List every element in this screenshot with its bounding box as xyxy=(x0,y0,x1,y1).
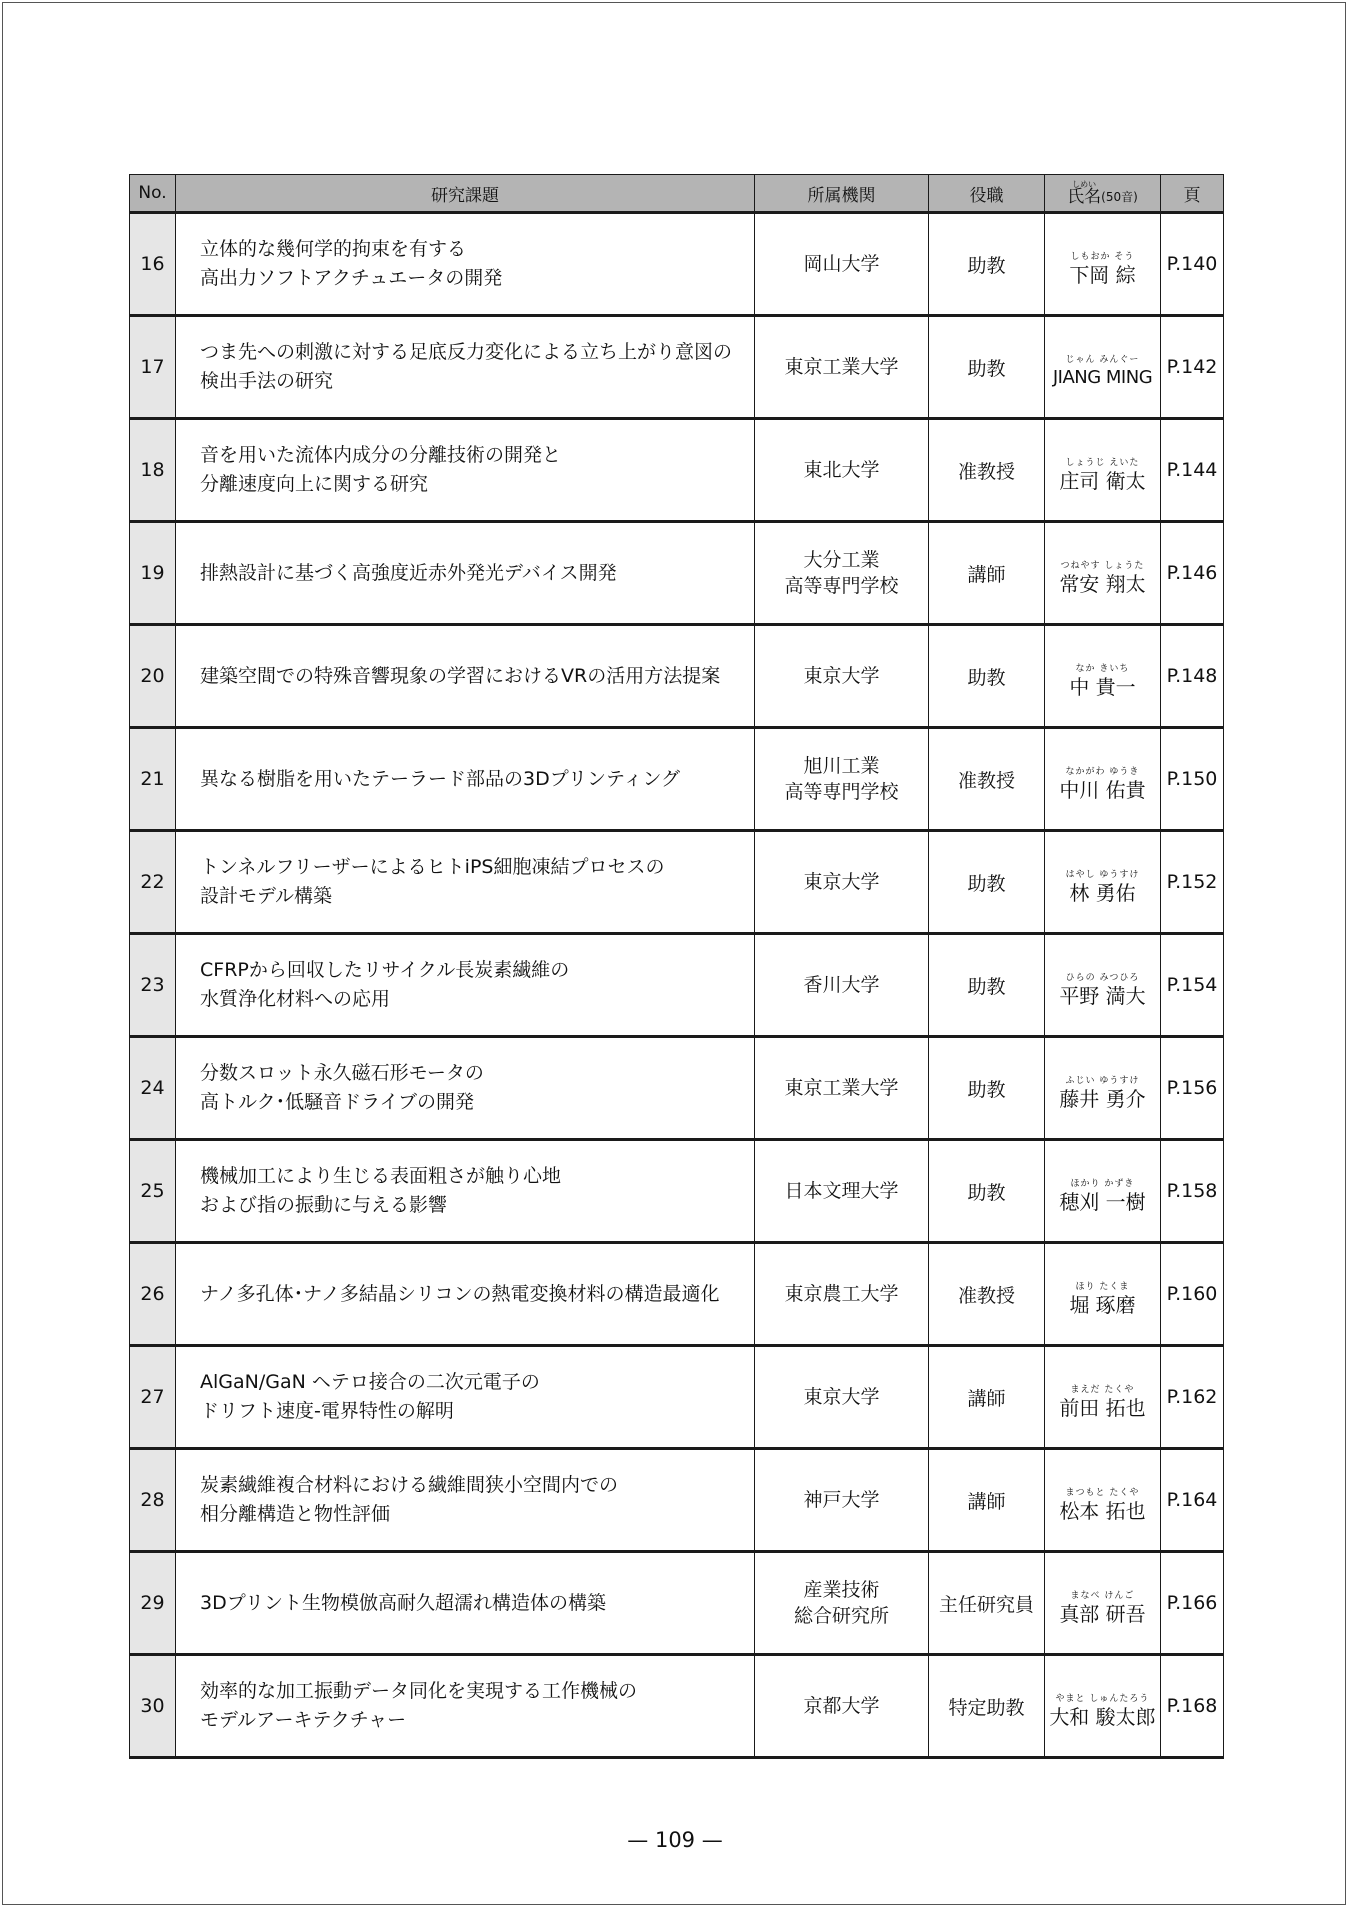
researcher-kana: まえだ たくや xyxy=(1070,1384,1135,1395)
researcher-name: 中川 佑貴 xyxy=(1059,777,1146,802)
page-reference: P.146 xyxy=(1161,522,1224,625)
research-title xyxy=(176,419,755,522)
institution-line: 高等専門学校 xyxy=(784,575,899,597)
row-number: 27 xyxy=(130,1346,176,1449)
table-row xyxy=(130,1655,1224,1758)
page-reference: P.166 xyxy=(1161,1552,1224,1655)
table-row xyxy=(130,1140,1224,1243)
row-number: 20 xyxy=(130,625,176,728)
researcher-kana: ほかり かずき xyxy=(1070,1178,1135,1189)
institution xyxy=(755,522,929,625)
table-row xyxy=(130,1037,1224,1140)
row-number: 18 xyxy=(130,419,176,522)
research-title-line: 分離速度向上に関する研究 xyxy=(200,473,429,495)
researcher-name-ruby xyxy=(1059,561,1145,596)
research-title-line: モデルアーキテクチャー xyxy=(200,1709,407,1731)
research-table xyxy=(129,174,1224,1759)
researcher-kana: なか きいち xyxy=(1075,663,1130,674)
research-title-line: 相分離構造と物性評価 xyxy=(200,1503,391,1525)
institution xyxy=(755,1346,929,1449)
researcher-name-ruby xyxy=(1059,1385,1145,1420)
institution xyxy=(755,1140,929,1243)
research-title-line: 建築空間での特殊音響現象の学習におけるVRの活用方法提案 xyxy=(200,664,721,687)
research-title-line: AlGaN/GaN ヘテロ接合の二次元電子の xyxy=(200,1371,540,1393)
research-title-line: 高出力ソフトアクチュエータの開発 xyxy=(200,267,503,289)
researcher xyxy=(1045,213,1161,316)
researcher xyxy=(1045,1037,1161,1140)
research-title-line: 排熱設計に基づく高強度近赤外発光デバイス開発 xyxy=(200,561,617,584)
institution-line: 総合研究所 xyxy=(793,1605,889,1627)
researcher-kana: まなべ けんご xyxy=(1070,1590,1135,1601)
header-name-note: (50音) xyxy=(1101,190,1138,204)
header-title: 研究課題 xyxy=(176,175,755,213)
table-row xyxy=(130,728,1224,831)
page-reference: P.156 xyxy=(1161,1037,1224,1140)
table-row xyxy=(130,316,1224,419)
position: 助教 xyxy=(929,934,1045,1037)
researcher-name: 常安 翔太 xyxy=(1059,571,1146,596)
institution xyxy=(755,831,929,934)
table-header-row xyxy=(130,175,1224,213)
institution-line: 東京農工大学 xyxy=(784,1283,899,1305)
institution-line: 東京工業大学 xyxy=(784,1077,899,1099)
table-row xyxy=(130,419,1224,522)
research-title xyxy=(176,1037,755,1140)
research-title-line: 機械加工により生じる表面粗さが触り心地 xyxy=(200,1165,562,1187)
institution-line: 産業技術 xyxy=(803,1579,880,1601)
researcher-kana: ひらの みつひろ xyxy=(1065,972,1140,983)
row-number: 28 xyxy=(130,1449,176,1552)
row-number: 25 xyxy=(130,1140,176,1243)
page-reference: P.140 xyxy=(1161,213,1224,316)
researcher xyxy=(1045,419,1161,522)
researcher xyxy=(1045,934,1161,1037)
position: 准教授 xyxy=(929,419,1045,522)
researcher-name-ruby xyxy=(1053,355,1152,390)
page-reference: P.150 xyxy=(1161,728,1224,831)
researcher xyxy=(1045,1140,1161,1243)
research-title xyxy=(176,316,755,419)
institution-line: 東北大学 xyxy=(803,459,880,481)
researcher xyxy=(1045,728,1161,831)
institution-line: 香川大学 xyxy=(803,974,880,996)
research-title-line: 分数スロット永久磁石形モータの xyxy=(200,1062,484,1084)
researcher xyxy=(1045,625,1161,728)
researcher-name-ruby xyxy=(1059,1591,1145,1626)
table-row xyxy=(130,625,1224,728)
researcher-name-ruby xyxy=(1066,870,1140,905)
research-title-line: 異なる樹脂を用いたテーラード部品の3Dプリンティング xyxy=(200,767,681,790)
researcher xyxy=(1045,1552,1161,1655)
page-reference: P.152 xyxy=(1161,831,1224,934)
institution xyxy=(755,1655,929,1758)
researcher-name: 林 勇佑 xyxy=(1069,880,1136,905)
researcher xyxy=(1045,831,1161,934)
researcher-name: 大和 駿太郎 xyxy=(1049,1704,1156,1729)
row-number: 21 xyxy=(130,728,176,831)
research-title xyxy=(176,522,755,625)
research-title xyxy=(176,1655,755,1758)
institution xyxy=(755,1552,929,1655)
header-name xyxy=(1045,175,1161,213)
position: 助教 xyxy=(929,213,1045,316)
row-number: 19 xyxy=(130,522,176,625)
researcher xyxy=(1045,1449,1161,1552)
table-row xyxy=(130,1449,1224,1552)
researcher-kana: ほり たくま xyxy=(1075,1281,1130,1292)
research-title-line: ナノ多孔体･ナノ多結晶シリコンの熱電変換材料の構造最適化 xyxy=(200,1282,720,1305)
research-title xyxy=(176,1346,755,1449)
row-number: 30 xyxy=(130,1655,176,1758)
research-title xyxy=(176,1449,755,1552)
research-title-line: 音を用いた流体内成分の分離技術の開発と xyxy=(200,444,562,466)
institution xyxy=(755,213,929,316)
researcher xyxy=(1045,522,1161,625)
researcher-kana: じゃん みんぐー xyxy=(1065,354,1140,365)
institution xyxy=(755,419,929,522)
research-title-line: 3Dプリント生物模倣高耐久超濡れ構造体の構築 xyxy=(200,1591,606,1614)
position: 助教 xyxy=(929,831,1045,934)
research-title xyxy=(176,934,755,1037)
page-reference: P.158 xyxy=(1161,1140,1224,1243)
page-reference: P.154 xyxy=(1161,934,1224,1037)
research-title-line: つま先への刺激に対する足底反力変化による立ち上がり意図の xyxy=(200,341,733,363)
table-row xyxy=(130,213,1224,316)
researcher xyxy=(1045,316,1161,419)
research-title-line: 設計モデル構築 xyxy=(200,885,333,907)
institution-line: 大分工業 xyxy=(803,549,880,571)
researcher-name-ruby xyxy=(1069,1282,1135,1317)
researcher-name-ruby xyxy=(1069,252,1135,287)
institution-line: 旭川工業 xyxy=(803,755,880,777)
page-reference: P.162 xyxy=(1161,1346,1224,1449)
page-reference: P.144 xyxy=(1161,419,1224,522)
researcher-name: 下岡 綜 xyxy=(1069,262,1136,287)
position: 講師 xyxy=(929,1449,1045,1552)
research-title xyxy=(176,1243,755,1346)
researcher-name: 前田 拓也 xyxy=(1059,1395,1146,1420)
researcher xyxy=(1045,1346,1161,1449)
header-position: 役職 xyxy=(929,175,1045,213)
researcher-kana: やまと しゅんたろう xyxy=(1055,1693,1150,1704)
researcher xyxy=(1045,1655,1161,1758)
header-name-ruby xyxy=(1067,180,1101,206)
table-row xyxy=(130,522,1224,625)
researcher-name-ruby xyxy=(1069,664,1135,699)
institution xyxy=(755,625,929,728)
page-number: — 109 — xyxy=(627,1828,723,1852)
header-institution: 所属機関 xyxy=(755,175,929,213)
research-title-line: CFRPから回収したリサイクル長炭素繊維の xyxy=(200,959,570,981)
position: 助教 xyxy=(929,1140,1045,1243)
row-number: 23 xyxy=(130,934,176,1037)
research-title-line: 効率的な加工振動データ同化を実現する工作機械の xyxy=(200,1680,638,1702)
research-title xyxy=(176,728,755,831)
research-title xyxy=(176,831,755,934)
institution-line: 京都大学 xyxy=(803,1695,880,1717)
page-reference: P.142 xyxy=(1161,316,1224,419)
researcher-kana: しもおか そう xyxy=(1070,251,1135,262)
researcher-name: 藤井 勇介 xyxy=(1059,1086,1146,1111)
row-number: 22 xyxy=(130,831,176,934)
header-no: No. xyxy=(130,175,176,213)
table-body xyxy=(130,213,1224,1758)
researcher-name-ruby xyxy=(1059,1076,1145,1111)
researcher-name: 真部 研吾 xyxy=(1059,1601,1146,1626)
position: 講師 xyxy=(929,1346,1045,1449)
research-title-line: トンネルフリーザーによるヒトiPS細胞凍結プロセスの xyxy=(200,856,665,878)
institution xyxy=(755,1037,929,1140)
researcher-name: 堀 琢磨 xyxy=(1069,1292,1136,1317)
research-title xyxy=(176,1140,755,1243)
institution-line: 東京工業大学 xyxy=(784,356,899,378)
institution-line: 日本文理大学 xyxy=(784,1180,899,1202)
position: 助教 xyxy=(929,1037,1045,1140)
institution-line: 岡山大学 xyxy=(803,253,880,275)
position: 主任研究員 xyxy=(929,1552,1045,1655)
table-row xyxy=(130,1552,1224,1655)
research-title-line: 高トルク･低騒音ドライブの開発 xyxy=(200,1091,474,1113)
researcher-name: JIANG MING xyxy=(1052,366,1153,388)
header-name-kana: しめい xyxy=(1072,180,1097,189)
researcher-name: 中 貴一 xyxy=(1069,674,1136,699)
position: 講師 xyxy=(929,522,1045,625)
institution-line: 高等専門学校 xyxy=(784,781,899,803)
research-title xyxy=(176,213,755,316)
row-number: 29 xyxy=(130,1552,176,1655)
research-title xyxy=(176,1552,755,1655)
row-number: 16 xyxy=(130,213,176,316)
researcher-kana: ふじい ゆうすけ xyxy=(1065,1075,1140,1086)
research-title-line: 炭素繊維複合材料における繊維間狭小空間内での xyxy=(200,1474,619,1496)
research-title-line: 水質浄化材料への応用 xyxy=(200,988,391,1010)
researcher-name-ruby xyxy=(1059,458,1145,493)
table-row xyxy=(130,1346,1224,1449)
row-number: 17 xyxy=(130,316,176,419)
position: 特定助教 xyxy=(929,1655,1045,1758)
institution-line: 神戸大学 xyxy=(803,1489,880,1511)
institution-line: 東京大学 xyxy=(803,665,880,687)
researcher-kana: つねやす しょうた xyxy=(1060,560,1145,571)
position: 助教 xyxy=(929,316,1045,419)
researcher-name-ruby xyxy=(1059,1179,1145,1214)
position: 助教 xyxy=(929,625,1045,728)
row-number: 26 xyxy=(130,1243,176,1346)
page-reference: P.160 xyxy=(1161,1243,1224,1346)
institution xyxy=(755,1449,929,1552)
researcher-kana: なかがわ ゆうき xyxy=(1065,766,1140,777)
research-title-line: ドリフト速度-電界特性の解明 xyxy=(200,1400,454,1422)
page-reference: P.164 xyxy=(1161,1449,1224,1552)
institution xyxy=(755,728,929,831)
researcher-kana: しょうじ えいた xyxy=(1065,457,1140,468)
researcher xyxy=(1045,1243,1161,1346)
page-reference: P.148 xyxy=(1161,625,1224,728)
position: 准教授 xyxy=(929,1243,1045,1346)
institution-line: 東京大学 xyxy=(803,871,880,893)
row-number: 24 xyxy=(130,1037,176,1140)
researcher-name: 穂刈 一樹 xyxy=(1059,1189,1146,1214)
research-title-line: および指の振動に与える影響 xyxy=(200,1194,448,1216)
researcher-name: 平野 満大 xyxy=(1059,983,1146,1008)
researcher-name: 庄司 衛太 xyxy=(1059,468,1146,493)
researcher-kana: まつもと たくや xyxy=(1065,1487,1140,1498)
researcher-name-ruby xyxy=(1059,973,1145,1008)
researcher-name-ruby xyxy=(1059,1488,1145,1523)
researcher-name: 松本 拓也 xyxy=(1059,1498,1146,1523)
position: 准教授 xyxy=(929,728,1045,831)
header-name-label: 氏名 xyxy=(1067,187,1102,207)
table-row xyxy=(130,1243,1224,1346)
table-row xyxy=(130,831,1224,934)
page-reference: P.168 xyxy=(1161,1655,1224,1758)
researcher-kana: はやし ゆうすけ xyxy=(1065,869,1140,880)
institution xyxy=(755,316,929,419)
research-title xyxy=(176,625,755,728)
research-title-line: 立体的な幾何学的拘束を有する xyxy=(200,238,467,260)
table-row xyxy=(130,934,1224,1037)
research-title-line: 検出手法の研究 xyxy=(200,370,334,392)
institution xyxy=(755,1243,929,1346)
header-page: 頁 xyxy=(1161,175,1224,213)
institution-line: 東京大学 xyxy=(803,1386,880,1408)
institution xyxy=(755,934,929,1037)
researcher-name-ruby xyxy=(1049,1694,1155,1729)
researcher-name-ruby xyxy=(1059,767,1145,802)
